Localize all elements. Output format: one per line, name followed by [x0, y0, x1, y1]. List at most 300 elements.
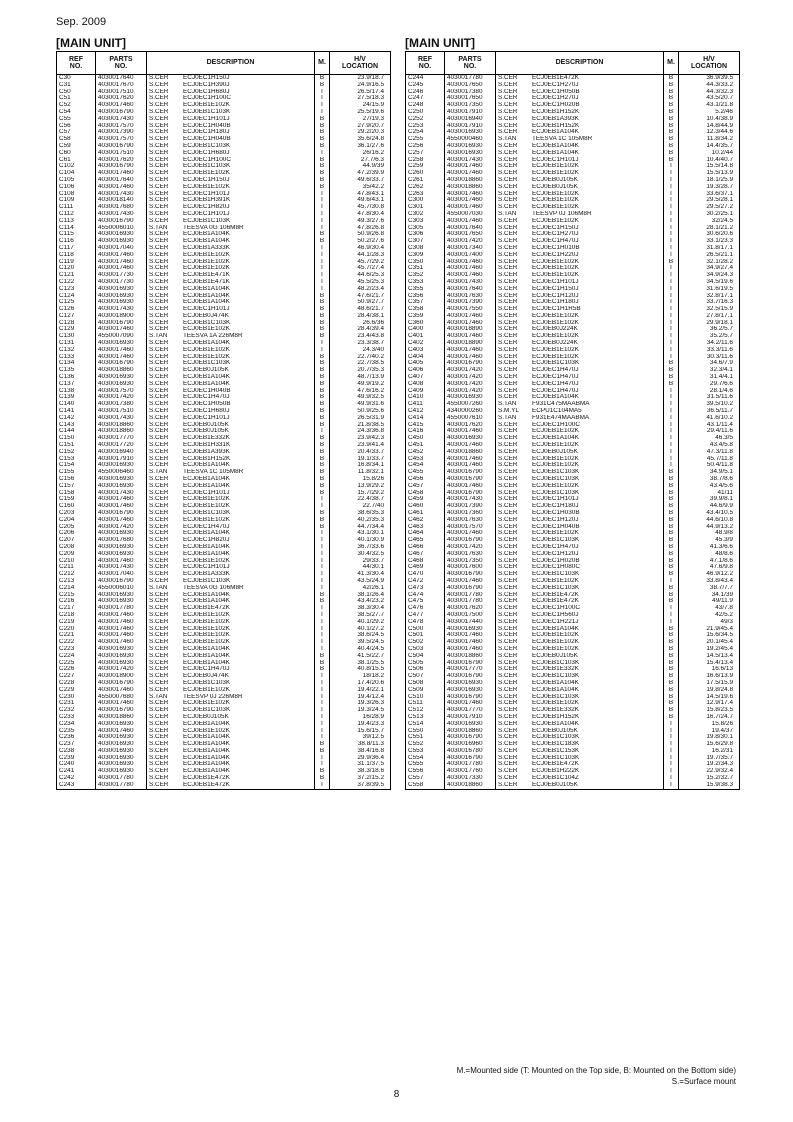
parts-no-cell: 4030016930	[445, 687, 496, 694]
table-row	[57, 687, 391, 694]
hv-location-cell: 10.4/40.7	[679, 157, 740, 164]
hv-location-cell: 36.1/27.6	[330, 143, 391, 150]
ref-no-cell: C60	[57, 150, 96, 157]
component-model: ECJ0EB1C183K	[532, 741, 580, 748]
description-cell	[147, 728, 315, 735]
mounted-side-cell: B	[315, 116, 330, 123]
table-row	[57, 483, 391, 490]
mounted-side-cell: B	[664, 143, 679, 150]
description-cell	[496, 354, 664, 361]
component-model: ECJ0EB1E102K	[183, 503, 230, 510]
description-cell	[496, 116, 664, 123]
component-type: S.CER	[149, 129, 169, 136]
hv-location-cell: 29.5/27.2	[679, 204, 740, 211]
table-row	[406, 163, 740, 170]
parts-no-cell: 4550007260	[445, 401, 496, 408]
hv-location-cell: 47.6/9.8	[679, 564, 740, 571]
description-cell	[147, 75, 315, 82]
ref-no-cell: C462	[406, 517, 445, 524]
mounted-side-cell: B	[664, 490, 679, 497]
component-type: S.CER	[149, 781, 169, 788]
description-cell	[147, 265, 315, 272]
mounted-side-cell: T	[315, 632, 330, 639]
mounted-side-cell: T	[315, 734, 330, 741]
component-type: S.CER	[498, 156, 518, 163]
mounted-side-cell: B	[315, 326, 330, 333]
hv-location-cell: 31.8/17.1	[679, 245, 740, 252]
ref-no-cell: C505	[406, 660, 445, 667]
hv-location-cell: 50.9/25.6	[330, 408, 391, 415]
ref-no-cell: C108	[57, 191, 96, 198]
description-cell	[147, 422, 315, 429]
hv-location-cell: 39/12.5	[330, 734, 391, 741]
description-cell	[496, 578, 664, 585]
table-row	[406, 360, 740, 367]
parts-no-cell: 4030016790	[445, 490, 496, 497]
mounted-side-cell: B	[315, 374, 330, 381]
mounted-side-cell: T	[315, 496, 330, 503]
mounted-side-cell: T	[664, 462, 679, 469]
hv-location-cell: 47.8/30.4	[330, 211, 391, 218]
ref-no-cell: C235	[57, 728, 96, 735]
table-row	[406, 768, 740, 775]
table-row	[406, 612, 740, 619]
component-model: ECJ0EC1H470J	[532, 238, 579, 245]
mounted-side-cell: T	[664, 218, 679, 225]
parts-no-cell: 4030017420	[96, 394, 147, 401]
component-type: S.CER	[498, 496, 518, 503]
parts-no-cell: 4030017460	[96, 632, 147, 639]
component-model: ECJ0EB1E102K	[532, 258, 579, 265]
mounted-side-cell: B	[664, 626, 679, 633]
mounted-side-cell: T	[315, 211, 330, 218]
hv-location-cell: 16.6/13	[679, 666, 740, 673]
mounted-side-cell: B	[315, 388, 330, 395]
mounted-side-cell: T	[664, 211, 679, 218]
ref-no-cell: C469	[406, 564, 445, 571]
table-row	[406, 626, 740, 633]
table-row	[57, 252, 391, 259]
ref-no-cell: C219	[57, 619, 96, 626]
table-row	[406, 592, 740, 599]
mounted-side-cell: B	[664, 367, 679, 374]
hv-location-cell: 19.3/28.7	[679, 184, 740, 191]
mounted-side-cell: B	[315, 143, 330, 150]
component-type: S.CER	[149, 115, 169, 122]
hv-location-cell: 37.8/39.5	[330, 782, 391, 789]
component-type: S.CER	[498, 462, 518, 469]
component-type: S.TAN	[149, 333, 168, 340]
component-type: S.CER	[498, 591, 518, 598]
component-type: S.CER	[498, 571, 518, 578]
ref-no-cell: C252	[406, 116, 445, 123]
table-row	[57, 89, 391, 96]
ref-no-cell: C227	[57, 673, 96, 680]
description-cell	[147, 225, 315, 232]
table-row	[406, 299, 740, 306]
ref-no-header: REF NO.	[57, 52, 96, 75]
hv-location-cell: 28.1/21.2	[679, 225, 740, 232]
description-cell	[496, 95, 664, 102]
table-row	[406, 653, 740, 660]
table-row	[57, 299, 391, 306]
description-cell	[496, 177, 664, 184]
table-row	[57, 673, 391, 680]
ref-no-cell: C358	[406, 306, 445, 313]
ref-no-cell: C232	[57, 707, 96, 714]
component-type: S.CER	[149, 625, 169, 632]
table-row	[57, 449, 391, 456]
description-cell	[147, 177, 315, 184]
table-header-row	[406, 52, 740, 75]
description-cell	[496, 469, 664, 476]
component-type: S.CER	[149, 720, 169, 727]
component-model: ECJ0EB1E102K	[532, 577, 579, 584]
hv-location-cell: 22.7/40	[330, 503, 391, 510]
ref-no-cell: C206	[57, 530, 96, 537]
table-row	[57, 143, 391, 150]
hv-location-cell: 41.3/30.4	[330, 571, 391, 578]
description-cell	[496, 503, 664, 510]
hv-location-cell: 14.5/13.4	[679, 653, 740, 660]
table-row	[57, 748, 391, 755]
table-row	[57, 116, 391, 123]
mounted-side-cell: B	[664, 646, 679, 653]
component-model: ECJ0EB1A104K	[532, 129, 579, 136]
table-row	[57, 163, 391, 170]
ref-no-cell: C153	[57, 456, 96, 463]
component-type: S.CER	[149, 482, 169, 489]
description-cell	[147, 462, 315, 469]
ref-no-cell: C156	[57, 476, 96, 483]
hv-location-cell: 33.8/43.4	[679, 578, 740, 585]
component-model: ECJ0EB1A104K	[183, 591, 230, 598]
table-row	[406, 564, 740, 571]
component-type: S.CER	[498, 217, 518, 224]
hv-location-cell: 32.8/17.1	[679, 293, 740, 300]
mounted-side-cell: T	[315, 707, 330, 714]
table-row	[57, 626, 391, 633]
component-model: ECJ0EC1H101J	[183, 306, 230, 313]
hv-location-cell: 41.3/6.6	[679, 544, 740, 551]
component-type: S.TAN	[498, 414, 517, 421]
parts-no-cell: 4030017780	[445, 598, 496, 605]
parts-no-cell: 4030017770	[445, 707, 496, 714]
hv-location-cell: 11.8/32.1	[330, 469, 391, 476]
description-cell	[147, 435, 315, 442]
hv-location-cell: 15.7/29.2	[330, 490, 391, 497]
description-cell	[147, 157, 315, 164]
component-type: S.CER	[149, 775, 169, 782]
description-cell	[496, 598, 664, 605]
table-row	[406, 89, 740, 96]
description-cell	[496, 660, 664, 667]
mounted-side-cell: B	[315, 238, 330, 245]
table-row	[406, 374, 740, 381]
component-model: ECJ0EB1C103K	[532, 571, 580, 578]
hv-location-cell: 11.8/34.2	[679, 136, 740, 143]
table-row	[406, 714, 740, 721]
component-type: S.CER	[149, 421, 169, 428]
hv-location-cell: 14.5/19.6	[679, 694, 740, 701]
component-model: ECJ0EB1E102K	[532, 428, 579, 435]
component-model: ECJ0EB1A393K	[532, 115, 579, 122]
mounted-side-cell: T	[315, 728, 330, 735]
ref-no-cell: C256	[406, 143, 445, 150]
component-model: ECJ0EC1H470J	[532, 387, 579, 394]
ref-no-cell: C246	[406, 89, 445, 96]
table-row	[406, 82, 740, 89]
hv-location-cell: 38.5/27.7	[330, 612, 391, 619]
hv-location-cell: 26.6/36	[330, 320, 391, 327]
component-model: ECJ0EB1E102K	[532, 353, 579, 360]
parts-no-cell: 4030017430	[96, 490, 147, 497]
component-model: ECJ0EC1H470J	[532, 367, 579, 374]
mounted-side-cell: B	[664, 687, 679, 694]
table-row	[57, 245, 391, 252]
table-row	[57, 490, 391, 497]
mounted-side-cell: T	[315, 89, 330, 96]
component-model: ECJ0EC1H470J	[183, 523, 230, 530]
component-type: S.CER	[498, 611, 518, 618]
hv-location-cell: 32.3/4.1	[679, 367, 740, 374]
description-cell	[496, 530, 664, 537]
mounted-side-cell: B	[664, 102, 679, 109]
table-row	[57, 666, 391, 673]
description-cell	[496, 367, 664, 374]
description-cell	[496, 374, 664, 381]
component-type: S.CER	[149, 591, 169, 598]
parts-no-cell: 4030018860	[445, 184, 496, 191]
mounted-side-cell: T	[664, 408, 679, 415]
parts-no-cell: 4030016790	[445, 571, 496, 578]
component-type: S.CER	[498, 598, 518, 605]
table-row	[57, 775, 391, 782]
table-row	[57, 204, 391, 211]
table-row	[57, 612, 391, 619]
description-cell	[496, 442, 664, 449]
ref-no-cell: C212	[57, 571, 96, 578]
component-type: S.CER	[149, 176, 169, 183]
component-model: ECJ0EB0J105K	[532, 176, 578, 183]
mounted-side-cell: B	[664, 381, 679, 388]
hv-location-cell: 40.1/29.2	[330, 619, 391, 626]
description-cell	[496, 82, 664, 89]
hv-location-cell: 38.4/16.8	[330, 748, 391, 755]
mounted-side-cell: T	[664, 184, 679, 191]
mounted-side-cell: B	[664, 476, 679, 483]
table-row	[406, 394, 740, 401]
component-model: ECJ0EB1E102K	[532, 197, 579, 204]
table-row	[57, 694, 391, 701]
table-row	[406, 530, 740, 537]
description-cell	[147, 286, 315, 293]
ref-no-cell: C217	[57, 605, 96, 612]
component-model: ECJ0EB1E102K	[532, 530, 579, 537]
component-model: ECJ0EB0J105K	[532, 727, 578, 734]
description-cell	[147, 673, 315, 680]
component-model: ECJ0EB1E102K	[183, 700, 230, 707]
parts-no-cell: 4030017330	[445, 775, 496, 782]
hv-location-cell: 31.1/37.5	[330, 761, 391, 768]
table-row	[406, 231, 740, 238]
table-row	[406, 694, 740, 701]
component-type: S.CER	[498, 258, 518, 265]
parts-no-cell: 4030016930	[96, 598, 147, 605]
description-cell	[147, 496, 315, 503]
ref-no-cell: C501	[406, 632, 445, 639]
hv-location-cell: 34.9/27.4	[679, 265, 740, 272]
component-model: ECJ0EB0J105K	[532, 448, 578, 455]
hv-location-cell: 19.7/35.7	[679, 755, 740, 762]
parts-no-cell: 4030017420	[445, 238, 496, 245]
hv-location-cell: 42/26.1	[330, 585, 391, 592]
ref-no-cell: C134	[57, 360, 96, 367]
ref-no-cell: C467	[406, 551, 445, 558]
component-type: S.CER	[149, 251, 169, 258]
mounted-side-cell: T	[315, 578, 330, 585]
hv-location-cell: 40.8/15.5	[330, 666, 391, 673]
table-row	[57, 476, 391, 483]
component-type: S.CER	[498, 170, 518, 177]
hv-location-cell: 49.3/27.6	[330, 218, 391, 225]
component-type: S.CER	[149, 306, 169, 313]
table-row	[406, 544, 740, 551]
parts-no-cell: 4030017430	[96, 191, 147, 198]
ref-no-cell: C203	[57, 510, 96, 517]
mounted-side-cell: T	[315, 694, 330, 701]
description-cell	[496, 299, 664, 306]
component-model: ECJ0EB1E102K	[532, 272, 579, 279]
ref-no-cell: C302	[406, 211, 445, 218]
mounted-side-cell: B	[664, 469, 679, 476]
hv-location-cell: 30.6/20.6	[679, 231, 740, 238]
table-row	[406, 204, 740, 211]
ref-no-cell: C118	[57, 252, 96, 259]
parts-no-cell: 4030017460	[96, 354, 147, 361]
ref-no-cell: C554	[406, 755, 445, 762]
component-model: ECJ0EB1H152K	[532, 122, 580, 129]
mounted-side-cell: T	[315, 347, 330, 354]
table-row	[57, 272, 391, 279]
hv-location-cell: 43.1/11.4	[679, 422, 740, 429]
ref-no-cell: C404	[406, 354, 445, 361]
mounted-side-cell: B	[315, 320, 330, 327]
component-type: S.CER	[498, 673, 518, 680]
hv-location-cell: 22.9/32.4	[679, 768, 740, 775]
ref-no-cell: C551	[406, 734, 445, 741]
mounted-side-cell: B	[664, 673, 679, 680]
table-row	[57, 326, 391, 333]
description-cell	[496, 286, 664, 293]
mounted-side-cell: T	[664, 265, 679, 272]
mounted-side-cell: B	[664, 558, 679, 565]
component-type: S.CER	[498, 197, 518, 204]
mounted-side-header: M.	[315, 52, 330, 75]
component-model: ECJ0EB1E102K	[183, 727, 230, 734]
mounted-side-cell: B	[315, 293, 330, 300]
description-cell	[147, 571, 315, 578]
description-cell	[496, 293, 664, 300]
description-cell	[147, 428, 315, 435]
table-row	[406, 755, 740, 762]
component-model: ECJ0EC1H030B	[532, 510, 580, 516]
component-model: ECJ0EB1E102K	[183, 326, 230, 333]
hv-location-cell: 48.6/21.7	[330, 306, 391, 313]
component-type: S.TAN	[498, 210, 517, 217]
parts-no-cell: 4030016930	[96, 653, 147, 660]
ref-no-cell: C257	[406, 150, 445, 157]
mounted-side-cell: B	[315, 381, 330, 388]
description-cell	[496, 245, 664, 252]
parts-no-cell: 4030018900	[96, 313, 147, 320]
hv-location-cell: 43/7.8	[679, 605, 740, 612]
component-model: ECJ0EB1E472K	[532, 761, 579, 768]
table-row	[57, 320, 391, 327]
description-cell	[147, 449, 315, 456]
mounted-side-cell: B	[664, 109, 679, 116]
component-type: S.CER	[149, 435, 169, 442]
parts-no-cell: 4030017460	[96, 265, 147, 272]
description-cell	[496, 422, 664, 429]
ref-no-cell: C453	[406, 456, 445, 463]
description-cell	[147, 687, 315, 694]
component-type: S.CER	[498, 265, 518, 272]
mounted-side-cell: T	[664, 394, 679, 401]
hv-location-cell: 15.6/29.8	[679, 741, 740, 748]
parts-no-cell: 4030017460	[96, 517, 147, 524]
ref-no-cell: C124	[57, 293, 96, 300]
mounted-side-cell: B	[315, 422, 330, 429]
hv-location-cell: 43.4/23.2	[330, 598, 391, 605]
table-row	[57, 354, 391, 361]
mounted-side-cell: T	[315, 197, 330, 204]
table-row	[57, 544, 391, 551]
component-type: S.CER	[498, 122, 518, 129]
component-model: ECJ0EB1A104K	[183, 761, 230, 768]
component-model: ECJ0EB1A393K	[183, 448, 230, 455]
component-model: ECJ0EC1H470J	[532, 543, 579, 550]
component-model: ECJ0EB0J224K	[532, 340, 578, 347]
ref-no-cell: C155	[57, 469, 96, 476]
hv-location-cell: 18/18.2	[330, 673, 391, 680]
table-row	[406, 313, 740, 320]
table-row	[406, 435, 740, 442]
table-row	[406, 761, 740, 768]
table-row	[57, 632, 391, 639]
hv-location-cell: 39.5/10.2	[679, 401, 740, 408]
description-cell	[147, 469, 315, 476]
table-row	[406, 129, 740, 136]
mounted-side-cell: B	[664, 639, 679, 646]
parts-no-cell: 4030016790	[445, 755, 496, 762]
hv-location-cell: 46.9/30.4	[330, 245, 391, 252]
hv-location-cell: 49/11.9	[679, 598, 740, 605]
description-cell	[496, 537, 664, 544]
hv-location-cell: 49/3	[679, 619, 740, 626]
component-type: S.CER	[149, 489, 169, 496]
mounted-side-cell: T	[664, 231, 679, 238]
hv-location-cell: 44.7/34.4	[330, 524, 391, 531]
table-row	[57, 585, 391, 592]
table-row	[57, 496, 391, 503]
component-model: ECJ0EB1E102K	[532, 632, 579, 639]
component-type: S.CER	[149, 95, 169, 102]
hv-location-cell: 26/16.2	[330, 150, 391, 157]
description-cell	[496, 524, 664, 531]
parts-no-cell: 4030016790	[96, 360, 147, 367]
ref-no-cell: C408	[406, 381, 445, 388]
